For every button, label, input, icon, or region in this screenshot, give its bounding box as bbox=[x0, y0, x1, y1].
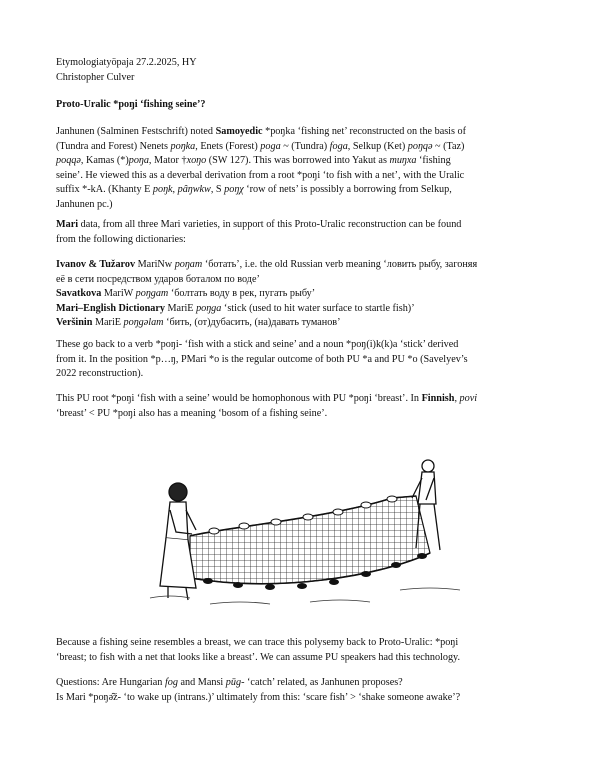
p6-line2: Is Mari *poŋə̑ž- ‘to wake up (intrans.)’ ultimately from this: ‘scare fish’ > ‘shake someone awake’? bbox=[56, 691, 461, 703]
p5-line2: ‘breast; to fish with a net that looks like a breast’. We can assume PU speakers had this technology. bbox=[56, 651, 461, 663]
dict-versinin: Veršinin MariE poŋgəlam ‘бить, (от)дубасить, (на)давать туманов’ bbox=[56, 317, 341, 329]
header-author: Christopher Culver bbox=[56, 71, 135, 83]
paragraph-questions bbox=[56, 676, 546, 705]
p4-line1: This PU root *poŋi ‘fish with a seine’ would be homophonous with PU *poŋi ‘breast’. In Finnish, povi bbox=[56, 393, 478, 404]
p1-line1: Janhunen (Salminen Festschrift) noted Samoyedic *poŋka ‘fishing net’ reconstructed on the basis of bbox=[56, 126, 467, 137]
header-date: Etymologiatyöpaja 27.2.2025, HY bbox=[56, 57, 197, 68]
dict-savatkova: Savatkova MariW poŋgam ‘болтать воду в рек, пугать рыбу’ bbox=[56, 288, 316, 300]
p1-line5: suffix *-kA. (Khanty E poŋk, pȃŋwkw, S poŋχ ‘row of nets’ is possibly a borrowing from Selkup, bbox=[56, 184, 452, 196]
p2-line1: Mari data, from all three Mari varieties, in support of this Proto-Uralic reconstruction can be found bbox=[56, 219, 462, 230]
p4-line2: ‘breast’ < PU *poŋi also has a meaning ‘bosom of a fishing seine’. bbox=[56, 407, 328, 419]
paragraph-verb bbox=[56, 338, 546, 382]
dictionary-list bbox=[56, 258, 546, 331]
p1-line4: seine’. He viewed this as a deverbal derivation from a root *poŋi ‘to fish with a net’, with the Uralic bbox=[56, 169, 465, 181]
p3-line3: 2022 reconstruction). bbox=[56, 368, 144, 380]
title-text: Proto-Uralic *poŋi ‘fishing seine’? bbox=[56, 99, 206, 110]
paragraph-mari bbox=[56, 218, 546, 247]
fishing-seine-illustration bbox=[130, 458, 480, 618]
water-ripples bbox=[150, 588, 460, 604]
p6-line1: Questions: Are Hungarian fog and Mansi pūg- ‘catch’ related, as Janhunen proposes? bbox=[56, 677, 403, 688]
p1-line6: Janhunen pc.) bbox=[56, 198, 113, 210]
p3-line1: These go back to a verb *poŋi- ‘fish with a stick and seine’ and a noun *poŋ(i)k(k)a ‘stick’ derived bbox=[56, 339, 459, 350]
dict-mari-english: Mari–English Dictionary MariE poŋga ‘stick (used to hit water surface to startle fish)’ bbox=[56, 302, 415, 314]
dict-ivanov: Ivanov & Tužarov MariNw poŋam ‘ботать’, i.e. the old Russian verb meaning ‘ловить рыбу, загоняя bbox=[56, 259, 478, 270]
p1-line3: poqqə, Kamas (*)poŋa, Mator †xoŋo (SW 127). This was borrowed into Yakut as muŋxa ‘fishing bbox=[56, 155, 451, 167]
p3-line2: from it. In the position *p…ŋ, PMari *o is the regular outcome of both PU *a and PU *o (Savelyev’s bbox=[56, 353, 468, 365]
seine-net bbox=[190, 496, 430, 584]
paragraph-finnish bbox=[56, 392, 546, 421]
paragraph-polysemy bbox=[56, 636, 546, 665]
paragraph-samoyedic bbox=[56, 125, 546, 213]
dict-ivanov-cont: её в сети посредством ударов боталом по воде’ bbox=[56, 273, 260, 285]
header-block bbox=[56, 56, 546, 85]
p2-line2: from the following dictionaries: bbox=[56, 233, 186, 245]
p5-line1: Because a fishing seine resembles a breast, we can trace this polysemy back to Proto-Uralic: *poŋi bbox=[56, 637, 459, 648]
document-title bbox=[56, 98, 546, 113]
p1-line2: (Tundra and Forest) Nenets poŋka, Enets (Forest) poga ~ (Tundra) foga, Selkup (Ket) poŋqə ~ (Taz) bbox=[56, 140, 465, 152]
